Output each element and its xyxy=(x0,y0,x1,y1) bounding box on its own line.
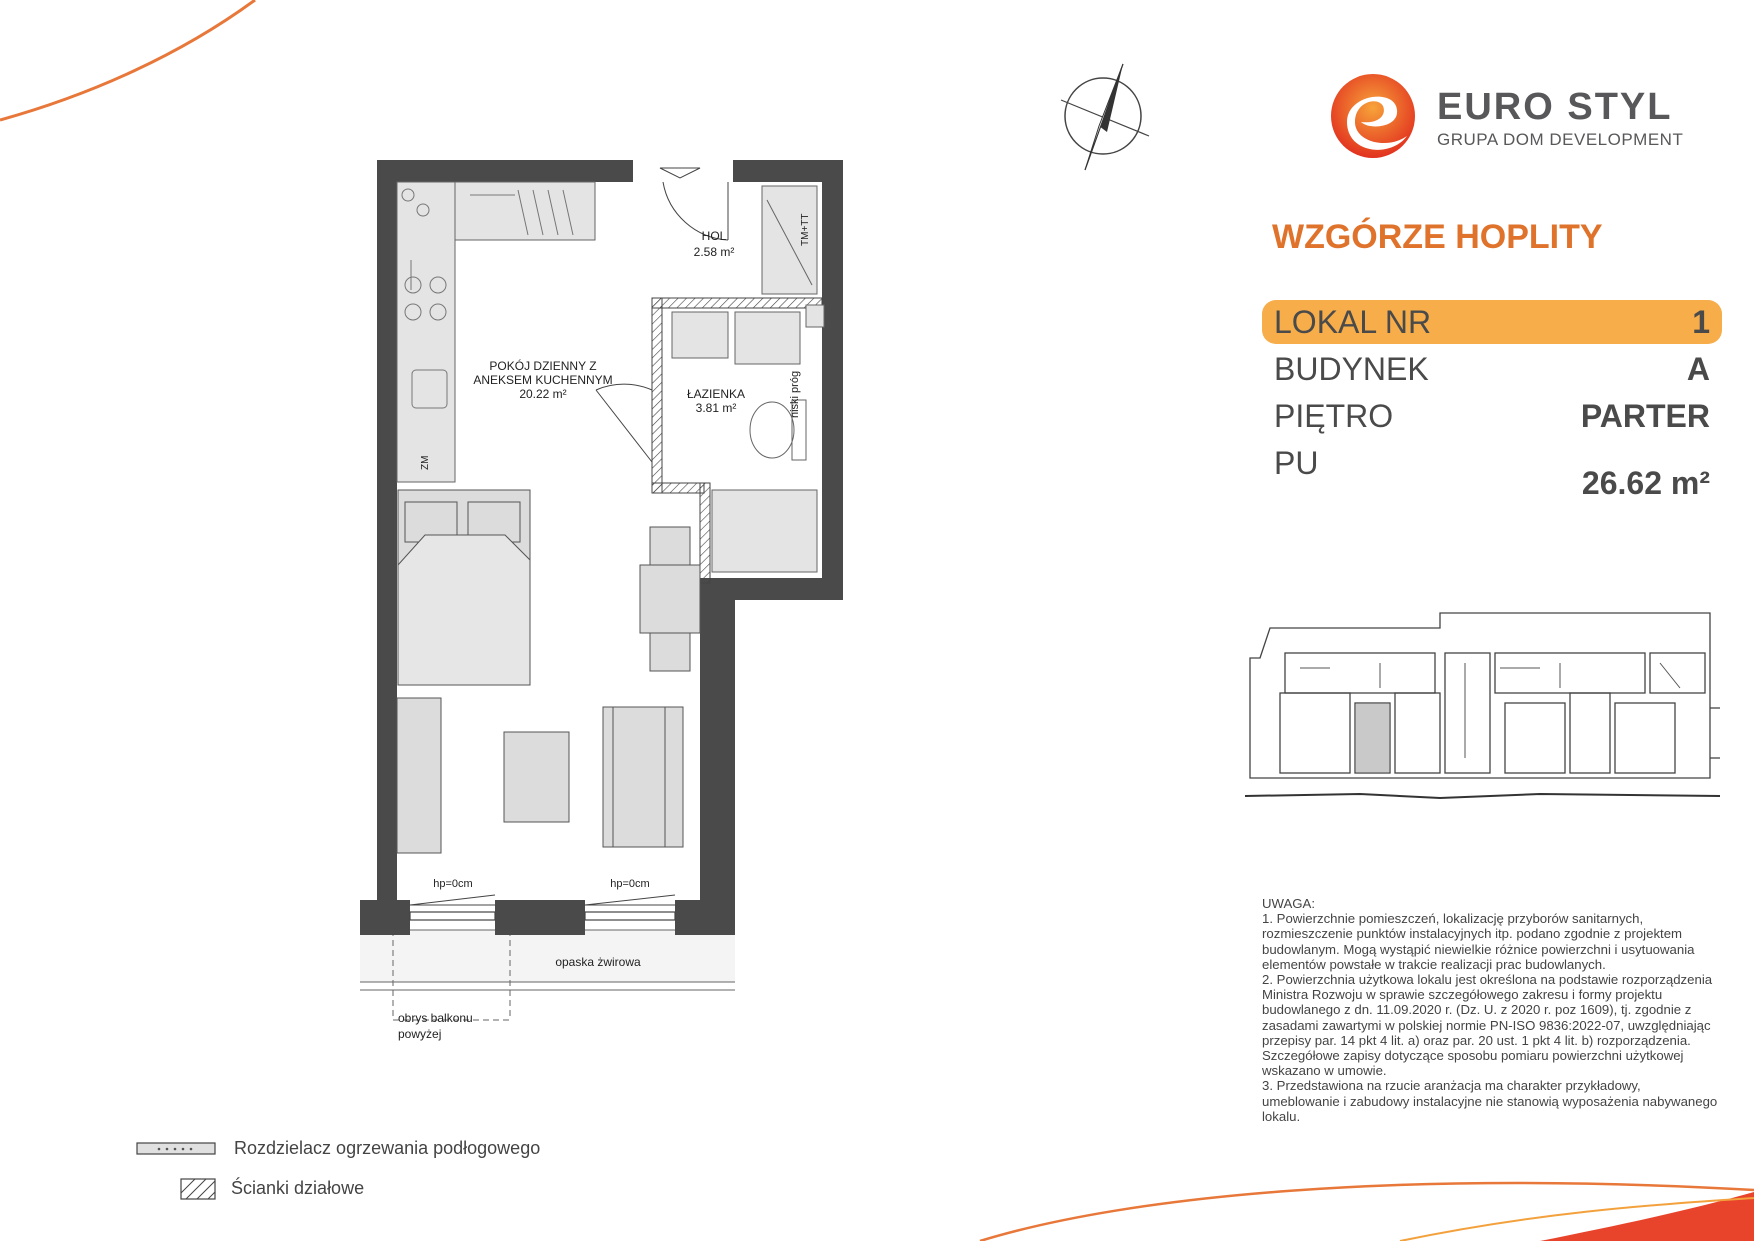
project-title: WZGÓRZE HOPLITY xyxy=(1272,218,1603,256)
decorative-swoosh-top xyxy=(0,0,300,130)
info-label: LOKAL NR xyxy=(1274,304,1432,340)
building-key-plan xyxy=(1240,608,1720,808)
info-row-floor xyxy=(1262,394,1722,438)
legend-item-partition xyxy=(180,1178,364,1200)
window-height-left: hp=0cm xyxy=(433,878,473,890)
room-name-bathroom: ŁAZIENKA xyxy=(686,387,746,401)
gravel-label: opaska żwirowa xyxy=(555,955,641,969)
info-row-area xyxy=(1262,441,1722,501)
floor-plan xyxy=(350,150,811,1050)
legend-label: Ścianki działowe xyxy=(231,1178,365,1198)
key-plan-unit-highlight xyxy=(1356,704,1389,772)
room-name-living-1: POKÓJ DZIENNY Z xyxy=(489,359,597,373)
info-label: BUDYNEK xyxy=(1274,351,1429,387)
balcony-outline-label-1: obrys balkonu xyxy=(398,1011,473,1025)
info-value: 1 xyxy=(1692,304,1710,340)
room-area-hol: 2.58 m² xyxy=(693,245,735,259)
brand-block xyxy=(1325,70,1684,160)
partition-wall-hatch-icon xyxy=(180,1178,216,1200)
heating-manifold-icon xyxy=(137,1142,217,1156)
info-value: A xyxy=(1686,351,1710,387)
balcony-outline-label-2: powyżej xyxy=(398,1027,442,1041)
brand-subtitle: GRUPA DOM DEVELOPMENT xyxy=(1437,130,1684,149)
info-label: PU xyxy=(1274,445,1319,481)
notes-item: 2. Powierzchnia użytkowa lokalu jest określona na podstawie rozporządzenia Ministra Rozwoju w sprawie szczegółowego zakresu i formy projektu budowlanego z dn. 11.09.2020 r. (Dz. U. z 2020 r. poz 1609), tj. zgodnie z zasadami zawartymi w polskiej normie PN-ISO 9836:2022-07, uwzględniając przepisy par. 14 pkt 4 lit. a) oraz par. 20 ust. 1 pkt 4 lit. b) rozporządzenia. Szczegółowe zapisy dotyczące sposobu pomiaru powierzchni użytkowej wskazano w umowie. xyxy=(1262,972,1713,1079)
info-label: PIĘTRO xyxy=(1274,398,1394,434)
legend-item-heating xyxy=(137,1138,540,1159)
notes xyxy=(1262,896,1722,1124)
fridge-label: ZM xyxy=(420,455,431,470)
notes-item: 3. Przedstawiona na rzucie aranżacja ma charakter przykładowy, umeblowanie i zabudowy instalacyjne nie stanowią wyposażenia nabywanego lokalu. xyxy=(1262,1078,1718,1124)
window-height-right: hp=0cm xyxy=(610,878,650,890)
room-area-bathroom: 3.81 m² xyxy=(695,401,737,415)
euro-styl-logo-icon xyxy=(1325,70,1425,165)
washer-label: TM+TT xyxy=(800,213,811,246)
info-row-building xyxy=(1262,347,1722,391)
info-value: 26.62 m² xyxy=(1581,465,1710,501)
notes-item: 1. Powierzchnie pomieszczeń, lokalizację przyborów sanitarnych, rozmieszczenie punktów instalacyjnych itp. podano zgodnie z projektem budowlanym. Mogą wystąpić niewielkie różnice powierzchni i usytuowania elementów powstałe w trakcie realizacji prac budowlanych. xyxy=(1262,911,1695,972)
info-value: PARTER xyxy=(1580,398,1710,434)
room-area-living: 20.22 m² xyxy=(519,387,567,401)
legend-label: Rozdzielacz ogrzewania podłogowego xyxy=(234,1138,541,1158)
room-name-hol: HOL xyxy=(701,229,727,243)
room-name-living-2: ANEKSEM KUCHENNYM xyxy=(473,373,613,387)
north-arrow-icon xyxy=(1055,60,1155,180)
brand-name: EURO STYL xyxy=(1437,86,1673,128)
decorative-swoosh-bottom xyxy=(980,1150,1754,1241)
notes-title: UWAGA: xyxy=(1262,896,1315,911)
info-row-unit xyxy=(1262,300,1722,344)
low-threshold-label: niski próg xyxy=(789,370,801,418)
